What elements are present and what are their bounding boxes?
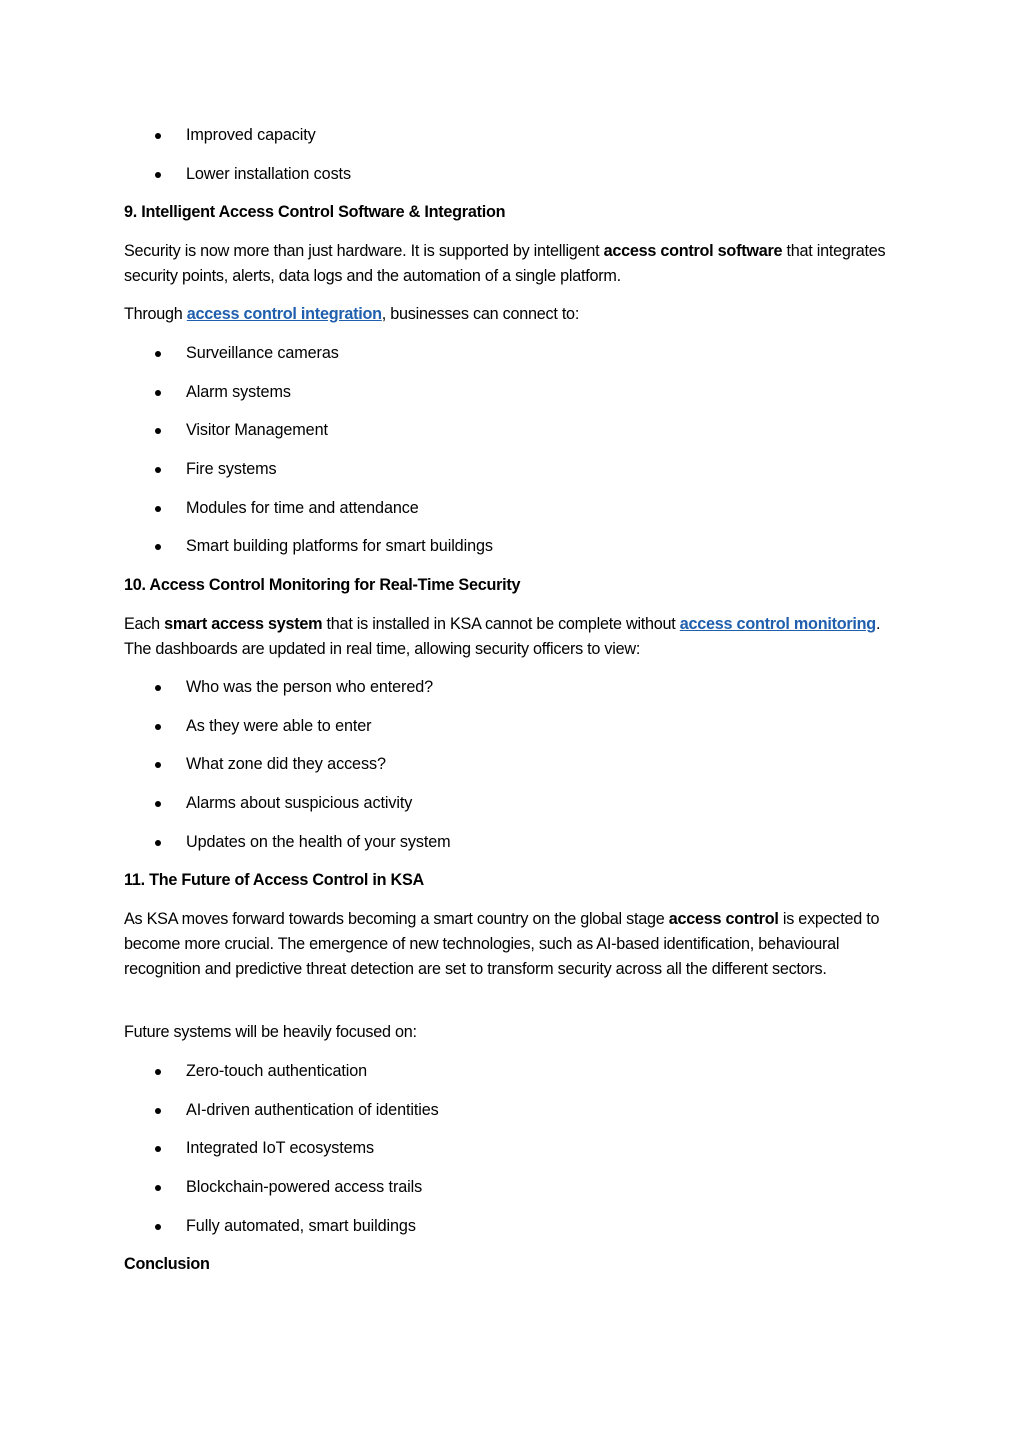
paragraph: Each smart access system that is installed in KSA cannot be complete without access control monitoring. The dashboards are updated in real time, allowing security officers to view: — [124, 615, 881, 658]
bullet-icon — [155, 1146, 161, 1152]
bullet-icon — [155, 390, 161, 396]
bullet-icon — [155, 1224, 161, 1230]
paragraph: Through access control integration, businesses can connect to: — [124, 305, 580, 323]
bullet-icon — [155, 685, 161, 691]
bullet-icon — [155, 172, 161, 178]
paragraph: As KSA moves forward towards becoming a smart country on the global stage access control is expected to become more crucial. The emergence of new technologies, such as AI-based identification, behavioural recognition and predictive threat detection are set to transform security across all the different sectors. — [124, 910, 880, 978]
section-heading: 9. Intelligent Access Control Software & Integration — [124, 203, 506, 221]
paragraph: Future systems will be heavily focused on: — [124, 1023, 417, 1041]
bullet-icon — [155, 1108, 161, 1114]
bullet-icon — [155, 506, 161, 512]
bullet-icon — [155, 133, 161, 139]
access-control-integration-link[interactable]: access control integration — [186, 305, 382, 323]
bullet-icon — [155, 467, 161, 473]
access-control-monitoring-link[interactable]: access control monitoring — [679, 615, 876, 633]
bullet-icon — [155, 724, 161, 730]
bullet-icon — [155, 801, 161, 807]
bullet-icon — [155, 840, 161, 846]
bullet-icon — [155, 1069, 161, 1075]
paragraph: Security is now more than just hardware. It is supported by intelligent access control software that integrates security points, alerts, data logs and the automation of a single platform. — [124, 242, 886, 285]
bullet-icon — [155, 544, 161, 550]
conclusion-heading: Conclusion — [124, 1255, 210, 1273]
section-heading: 10. Access Control Monitoring for Real-Time Security — [124, 576, 521, 594]
bullet-icon — [155, 428, 161, 434]
bullet-icon — [155, 762, 161, 768]
section-heading: 11. The Future of Access Control in KSA — [124, 871, 424, 889]
bullet-icon — [155, 351, 161, 357]
bullet-icon — [155, 1185, 161, 1191]
